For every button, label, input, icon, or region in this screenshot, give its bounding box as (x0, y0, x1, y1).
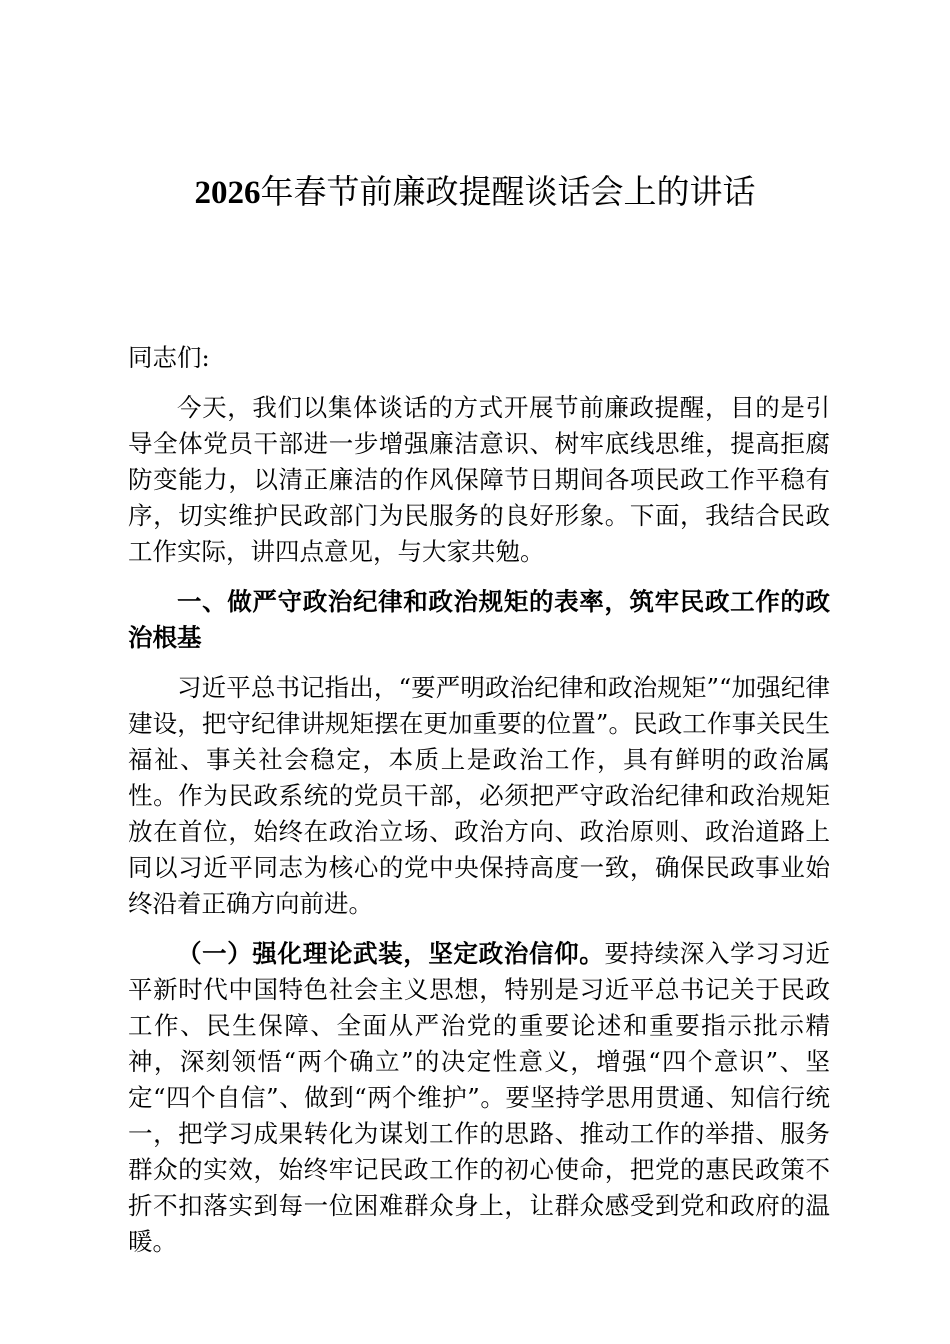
subsection-1-body: 要持续深入学习习近平新时代中国特色社会主义思想，特别是习近平总书记关于民政工作、民生保障、全面从严治党的重要论述和重要指示批示精神，深刻领悟“两个确立”的决定性意义，增强“四个意识”、坚定“四个自信”、做到“两个维护”。要坚持学思用贯通、知信行统一，把学习成果转化为谋划工作的思路、推动工作的举措、服务群众的实效，始终牢记民政工作的初心使命，把党的惠民政策不折不扣落实到每一位困难群众身上，让群众感受到党和政府的温暖。 (128, 939, 831, 1256)
greeting: 同志们: (128, 343, 210, 372)
title-year: 2026 (194, 175, 261, 211)
subsection-1-lead: （一）强化理论武装，坚定政治信仰。 (177, 939, 605, 968)
subsection-1-paragraph (128, 936, 830, 1260)
intro-paragraph: 今天，我们以集体谈话的方式开展节前廉政提醒，目的是引导全体党员干部进一步增强廉洁意识、树牢底线思维，提高拒腐防变能力，以清正廉洁的作风保障节日期间各项民政工作平稳有序，切实维护民政部门为民服务的良好形象。下面，我结合民政工作实际，讲四点意见，与大家共勉。 (128, 393, 830, 566)
section-heading-1: 一、做严守政治纪律和政治规矩的表率，筑牢民政工作的政治根基 (128, 587, 830, 652)
title-text: 年春节前廉政提醒谈话会上的讲话 (260, 172, 756, 211)
document-body (128, 340, 830, 1274)
document-title (0, 170, 950, 215)
section-1-paragraph: 习近平总书记指出，“要严明政治纪律和政治规矩”“加强纪律建设，把守纪律讲规矩摆在更加重要的位置”。民政工作事关民生福祉、事关社会稳定，本质上是政治工作，具有鲜明的政治属性。作为民政系统的党员干部，必须把严守政治纪律和政治规矩放在首位，始终在政治立场、政治方向、政治原则、政治道路上同以习近平同志为核心的党中央保持高度一致，确保民政事业始终沿着正确方向前进。 (128, 673, 830, 918)
